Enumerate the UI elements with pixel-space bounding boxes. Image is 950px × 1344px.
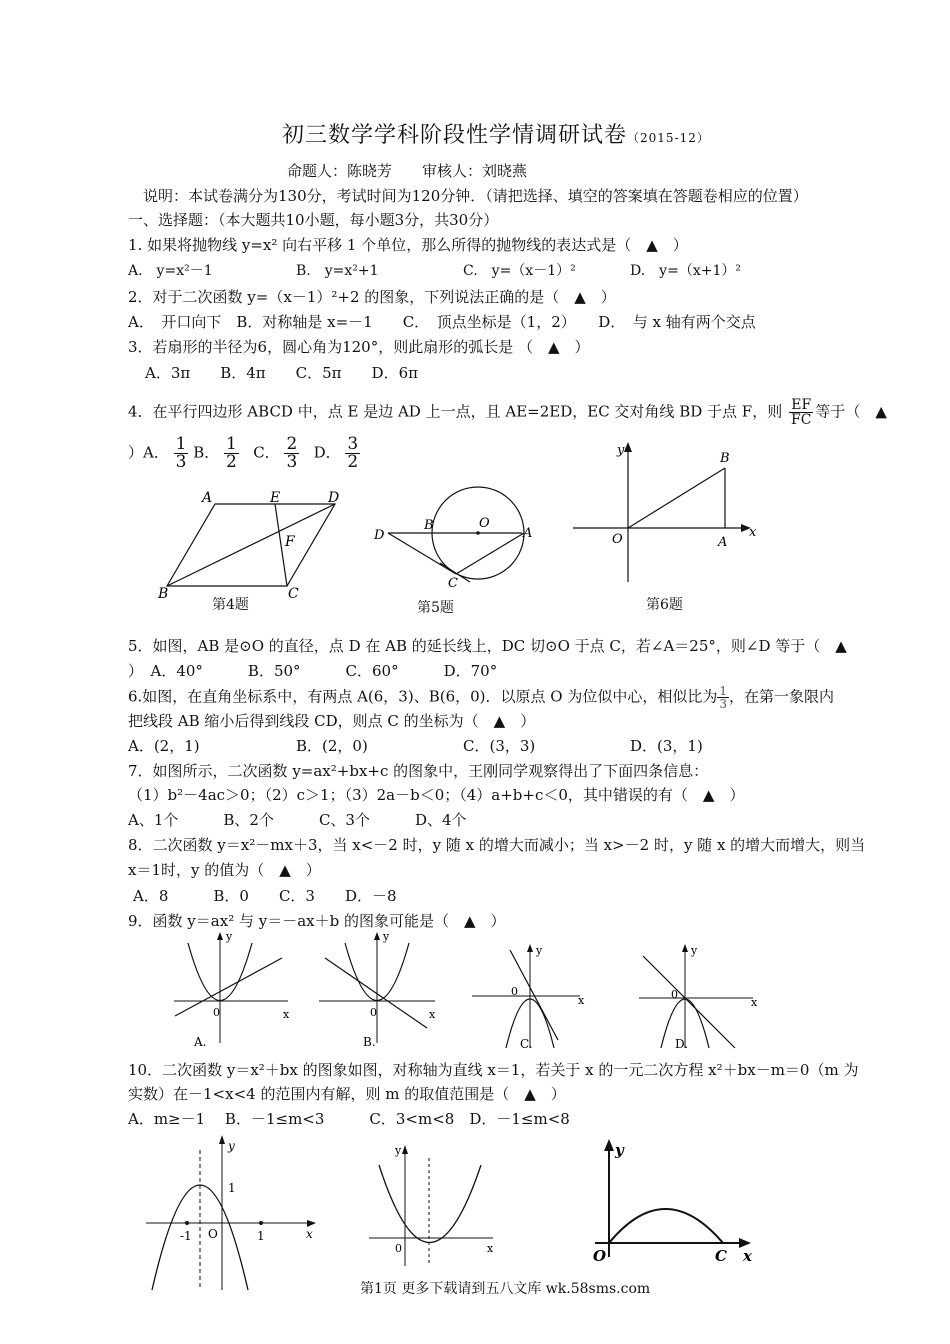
q9-label-b: B. [363,1035,376,1049]
svg-text:O: O [593,1247,607,1265]
fig4-label-d: D [328,490,340,506]
q1-option-d: D. y=（x+1）² [630,263,741,279]
svg-text:y: y [615,1141,624,1159]
svg-text:0: 0 [671,988,678,1001]
q1-stem: 1. 如果将抛物线 y=x² 向右平移 1 个单位，那么所得的抛物线的表达式是（ ▲ ） [128,236,688,254]
fig4-caption: 第4题 [212,597,249,613]
fig6-label-b: B [720,451,730,466]
q9-graph-c [468,940,593,1052]
svg-text:-1: -1 [180,1229,192,1243]
fig5-label-d: D [374,528,385,543]
q5-line1: 5．如图，AB 是⊙O 的直径，点 D 在 AB 的延长线上，DC 切⊙O 于点 C，若∠A＝25°，则∠D 等于（ ▲ [128,637,847,655]
section-heading: 一、选择题：（本大题共10小题，每小题3分，共30分） [128,211,499,229]
fig4-label-e: E [270,490,281,506]
svg-text:0: 0 [213,1006,220,1019]
q8-line1: 8．二次函数 y＝x²－mx＋3，当 x<－2 时，y 随 x 的增大而减小；当 x>－2 时，y 随 x 的增大而增大，则当 [128,836,866,854]
svg-text:C: C [715,1247,727,1265]
q6-line1: 6.如图，在直角坐标系中，有两点 A(6，3)、B(6，0)．以原点 O 为位似中心，相似比为 $\frac{1}{3}$ ，在第一象限内 [128,684,835,711]
q9-label-c: C. [520,1037,533,1051]
q2-stem: 2．对于二次函数 y=（x－1）²+2 的图象，下列说法正确的是（ ▲ ） [128,288,616,306]
svg-text:x: x [751,996,758,1009]
q8-line2: x＝1时，y 的值为（ ▲ ） [128,861,321,879]
svg-text:y: y [228,1139,235,1153]
q4-stem: 4．在平行四边形 ABCD 中，点 E 是边 AD 上一点，且 AE=2ED，EC 交对角线 BD 于点 F，则 $\frac{EF}{FC}$ 等于（ ▲ [128,397,887,428]
fig-downward-parabola [140,1130,325,1295]
fig6-label-x: x [749,525,757,540]
exam-date: （2015-12） [627,131,710,145]
svg-text:y: y [395,1144,402,1157]
q7-line2: （1）b²－4ac＞0；（2）c＞1；（3）2a－b＜0；（4）a+b+c＜0，其中错误的有（ ▲ ） [128,786,745,804]
q3-stem: 3．若扇形的半径为6，圆心角为120°，则此扇形的弧长是 （ ▲ ） [128,338,590,356]
fig5-label-o: O [479,516,490,531]
fig6-caption: 第6题 [646,597,683,613]
q9-graph-b [315,928,445,1050]
q5-line2: ） A．40° B．50° C．60° D．70° [128,662,498,680]
svg-text:0: 0 [370,1006,377,1019]
svg-text:x: x [429,1008,436,1021]
fig4-label-b: B [158,586,169,602]
q7-options: A、1个 B、2个 C、3个 D、4个 [128,811,467,829]
page-title: 初三数学学科阶段性学情调研试卷（2015-12） [282,123,710,148]
q2-options: A． 开口向下 B．对称轴是 x=－1 C． 顶点坐标是（1，2） D． 与 x 轴有两个交点 [128,313,756,331]
svg-text:x: x [578,994,585,1007]
q8-options: A．8 B．0 C．3 D．－8 [133,887,397,905]
q6-line2: 把线段 AB 缩小后得到线段 CD，则点 C 的坐标为（ ▲ ） [128,712,536,730]
authors: 命题人：陈晓芳 审核人：刘晓燕 [287,162,528,180]
ratio-fc: FC [790,412,812,428]
q6-option-d: D．(3，1) [630,737,703,755]
q4-options: ）A． $\frac{1}{3}$ B． $\frac{1}{2}$ C． $\frac{2}{3}$ D． $\frac{3}{2}$ [128,434,359,472]
q9-stem: 9．函数 y＝ax² 与 y＝－ax＋b 的图象可能是（ ▲ ） [128,912,506,930]
svg-text:x: x [743,1247,752,1265]
fig5-label-c: C [448,576,458,591]
q9-label-d: D. [675,1037,689,1051]
fig4-label-c: C [288,586,299,602]
q1-option-c: C. y=（x－1）² [463,263,576,279]
q10-line2: 实数）在－1<x<4 的范围内有解，则 m 的取值范围是（ ▲ ） [128,1085,566,1103]
fig5-label-b: B [424,518,434,533]
q9-graph-a [170,928,300,1050]
fig6-label-y: y [617,443,625,458]
q1-option-b: B. y=x²+1 [296,263,379,279]
fig-arc-graph [575,1135,765,1265]
fig6-label-o: O [612,532,623,547]
svg-text:0: 0 [395,1242,402,1255]
svg-text:x: x [306,1227,313,1241]
figure-5-circle [370,485,540,595]
svg-text:O: O [208,1227,218,1241]
q10-options: A．m≥－1 B．－1≤m<3 C．3<m<8 D．－1≤m<8 [128,1110,570,1128]
fig5-label-a: A [523,526,533,541]
svg-text:y: y [691,944,698,957]
q6-option-b: B．(2，0) [296,737,368,755]
q1-option-a: A. y=x²－1 [128,263,213,279]
fig6-label-a: A [718,535,728,550]
fig4-label-a: A [202,490,213,506]
fig-upward-parabola [365,1140,500,1270]
svg-text:y: y [226,930,233,943]
q7-line1: 7．如图所示，二次函数 y=ax²+bx+c 的图象中，王刚同学观察得出了下面四条信息： [128,762,709,780]
q10-line1: 10．二次函数 y＝x²＋bx 的图象如图，对称轴为直线 x＝1，若关于 x 的一元二次方程 x²＋bx－m＝0（m 为 [128,1061,859,1079]
fig4-label-f: F [285,534,295,550]
page-footer: 第1页 更多下载请到五八文库 wk.58sms.com [360,1281,651,1297]
svg-text:1: 1 [228,1181,236,1195]
q9-graph-d [635,940,765,1052]
instructions: 说明：本试卷满分为130分，考试时间为120分钟．（请把选择、填空的答案填在答题卷相应的位置） [143,187,808,205]
ratio-ef: EF [789,398,813,413]
svg-text:y: y [383,930,390,943]
q9-label-a: A. [194,1035,207,1049]
figure-6-coordinate [565,440,765,590]
svg-text:0: 0 [511,985,518,998]
fig5-caption: 第5题 [417,600,454,616]
q6-option-c: C．(3，3) [463,737,536,755]
svg-text:x: x [283,1008,290,1021]
q6-option-a: A．(2，1) [128,737,200,755]
q3-options: A．3π B．4π C．5π D．6π [145,364,418,382]
svg-text:x: x [487,1242,494,1255]
svg-text:y: y [536,944,543,957]
svg-text:1: 1 [257,1229,265,1243]
figure-4-parallelogram [150,490,350,615]
